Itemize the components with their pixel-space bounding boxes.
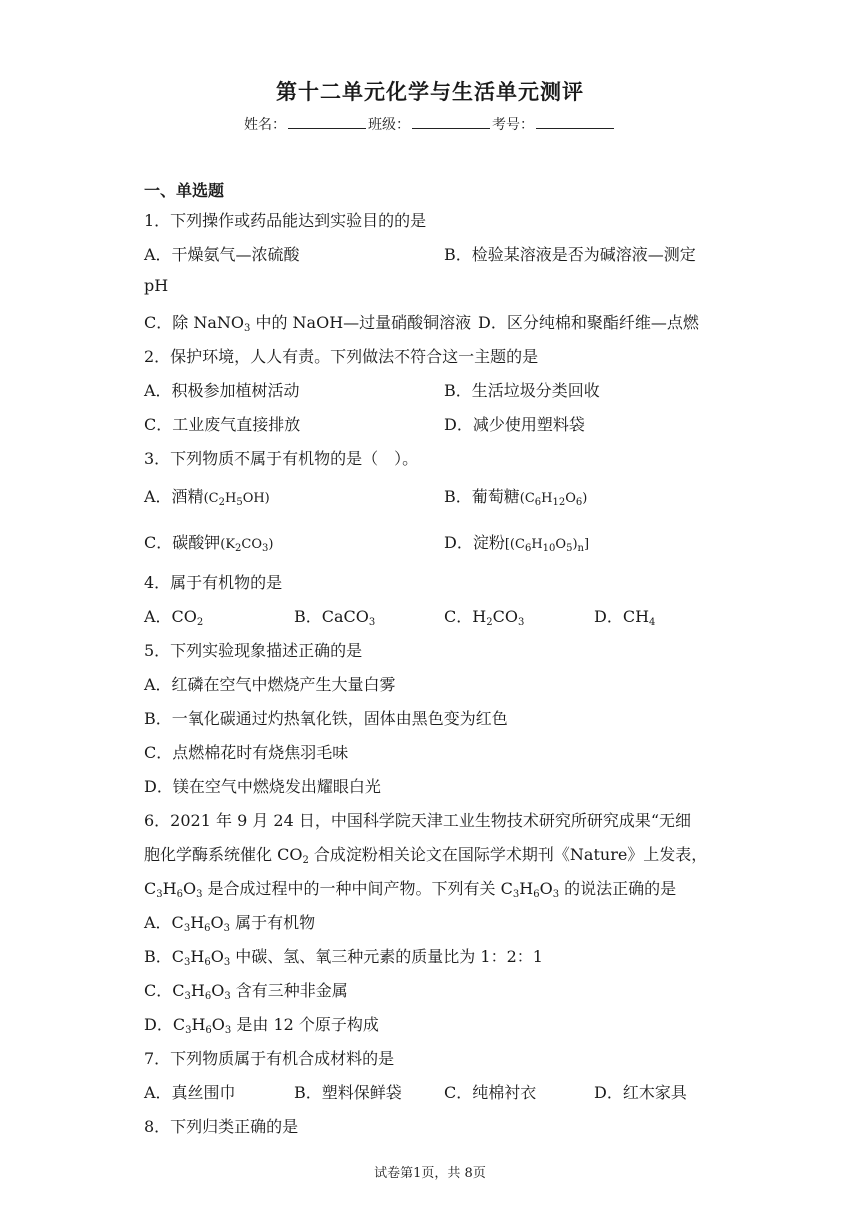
q4-option-b: B．CaCO$_3$ [294, 607, 376, 628]
exam-no-label: 考号： [492, 117, 534, 133]
page-footer: 试卷第1页，共 8页 [374, 1166, 486, 1181]
q1-option-a: A．干燥氨气—浓硫酸 [144, 245, 300, 264]
q7-option-b: B．塑料保鲜袋 [294, 1083, 402, 1102]
q2-option-b: B．生活垃圾分类回收 [444, 381, 600, 400]
name-label: 姓名： [244, 117, 286, 133]
q6-option-d: D．$C_3H_6O_3$ 是由 12 个原子构成 [144, 1015, 379, 1036]
q6-line-1: 6．2021 年 9 月 24 日，中国科学院天津工业生物技术研究所研究成果“无细 [144, 811, 692, 830]
q3-formula-a: $(C_2H_5OH)$ [203, 491, 270, 508]
q5-stem: 5．下列实验现象描述正确的是 [144, 641, 363, 660]
exam-no-blank[interactable] [536, 116, 614, 129]
q3-stem: 3．下列物质不属于有机物的是（ ）。 [144, 449, 419, 468]
q4-stem: 4．属于有机物的是 [144, 573, 283, 592]
q5-option-b: B．一氧化碳通过灼热氧化铁，固体由黑色变为红色 [144, 709, 508, 728]
q2-stem: 2．保护环境，人人有责。下列做法不符合这一主题的是 [144, 347, 539, 366]
q1-option-d: D．区分纯棉和聚酯纤维—点燃 [478, 313, 699, 332]
q3-option-a: A．酒精$(C_2H_5OH)$ [144, 487, 270, 508]
q7-option-c: C．纯棉衬衣 [444, 1083, 537, 1102]
q3-option-d: D．淀粉$[(C_6H_{10}O_5)_n]$ [444, 533, 590, 554]
q4-option-d: D．$CH_4$ [594, 607, 656, 628]
q4-option-c: C．$H_2CO_3$ [444, 607, 525, 628]
q2-option-a: A．积极参加植树活动 [144, 381, 300, 400]
q1-option-b: B．检验某溶液是否为碱溶液—测定 [444, 245, 696, 264]
q5-option-c: C．点燃棉花时有烧焦羽毛味 [144, 743, 349, 762]
q7-option-d: D．红木家具 [594, 1083, 687, 1102]
class-blank[interactable] [412, 116, 490, 129]
q2-option-d: D．减少使用塑料袋 [444, 415, 585, 434]
q7-stem: 7．下列物质属于有机合成材料的是 [144, 1049, 395, 1068]
q1-option-b-cont: pH [144, 276, 169, 295]
q5-option-d: D．镁在空气中燃烧发出耀眼白光 [144, 777, 381, 796]
class-label: 班级： [368, 117, 410, 133]
page-title: 第十二单元化学与生活单元测评 [276, 80, 584, 104]
q8-stem: 8．下列归类正确的是 [144, 1117, 299, 1136]
q1-option-c: C．除 NaNO$_3$ 中的 NaOH—过量硝酸铜溶液 [144, 313, 472, 334]
q6-option-c: C．$C_3H_6O_3$ 含有三种非金属 [144, 981, 348, 1002]
q6-line-3: $C_3H_6O_3$ 是合成过程中的一种中间产物。下列有关 $C_3H_6O_3$ 的说法正确的是 [144, 879, 677, 900]
q3-formula-c: $(K_2CO_3)$ [220, 537, 274, 554]
q6-option-a: A．$C_3H_6O_3$ 属于有机物 [144, 913, 316, 934]
q3-option-b: B．葡萄糖$(C_6H_{12}O_6)$ [444, 487, 588, 508]
name-blank[interactable] [288, 116, 366, 129]
student-info-line [0, 114, 860, 134]
q4-option-a: A．$CO_2$ [144, 607, 204, 628]
q6-option-b: B．$C_3H_6O_3$ 中碳、氢、氧三种元素的质量比为 1：2：1 [144, 947, 543, 968]
q3-formula-d: $[(C_6H_{10}O_5)_n]$ [504, 537, 590, 554]
q3-formula-b: $(C_6H_{12}O_6)$ [519, 491, 588, 508]
section-heading: 一、单选题 [144, 181, 225, 200]
q1-stem: 1．下列操作或药品能达到实验目的的是 [144, 211, 427, 230]
q3-option-c: C．碳酸钾$(K_2CO_3)$ [144, 533, 274, 554]
q2-option-c: C．工业废气直接排放 [144, 415, 301, 434]
q7-option-a: A．真丝围巾 [144, 1083, 236, 1102]
q5-option-a: A．红磷在空气中燃烧产生大量白雾 [144, 675, 396, 694]
q6-line-2: 胞化学酶系统催化 $CO_2$ 合成淀粉相关论文在国际学术期刊《Nature》上发表， [144, 845, 708, 866]
